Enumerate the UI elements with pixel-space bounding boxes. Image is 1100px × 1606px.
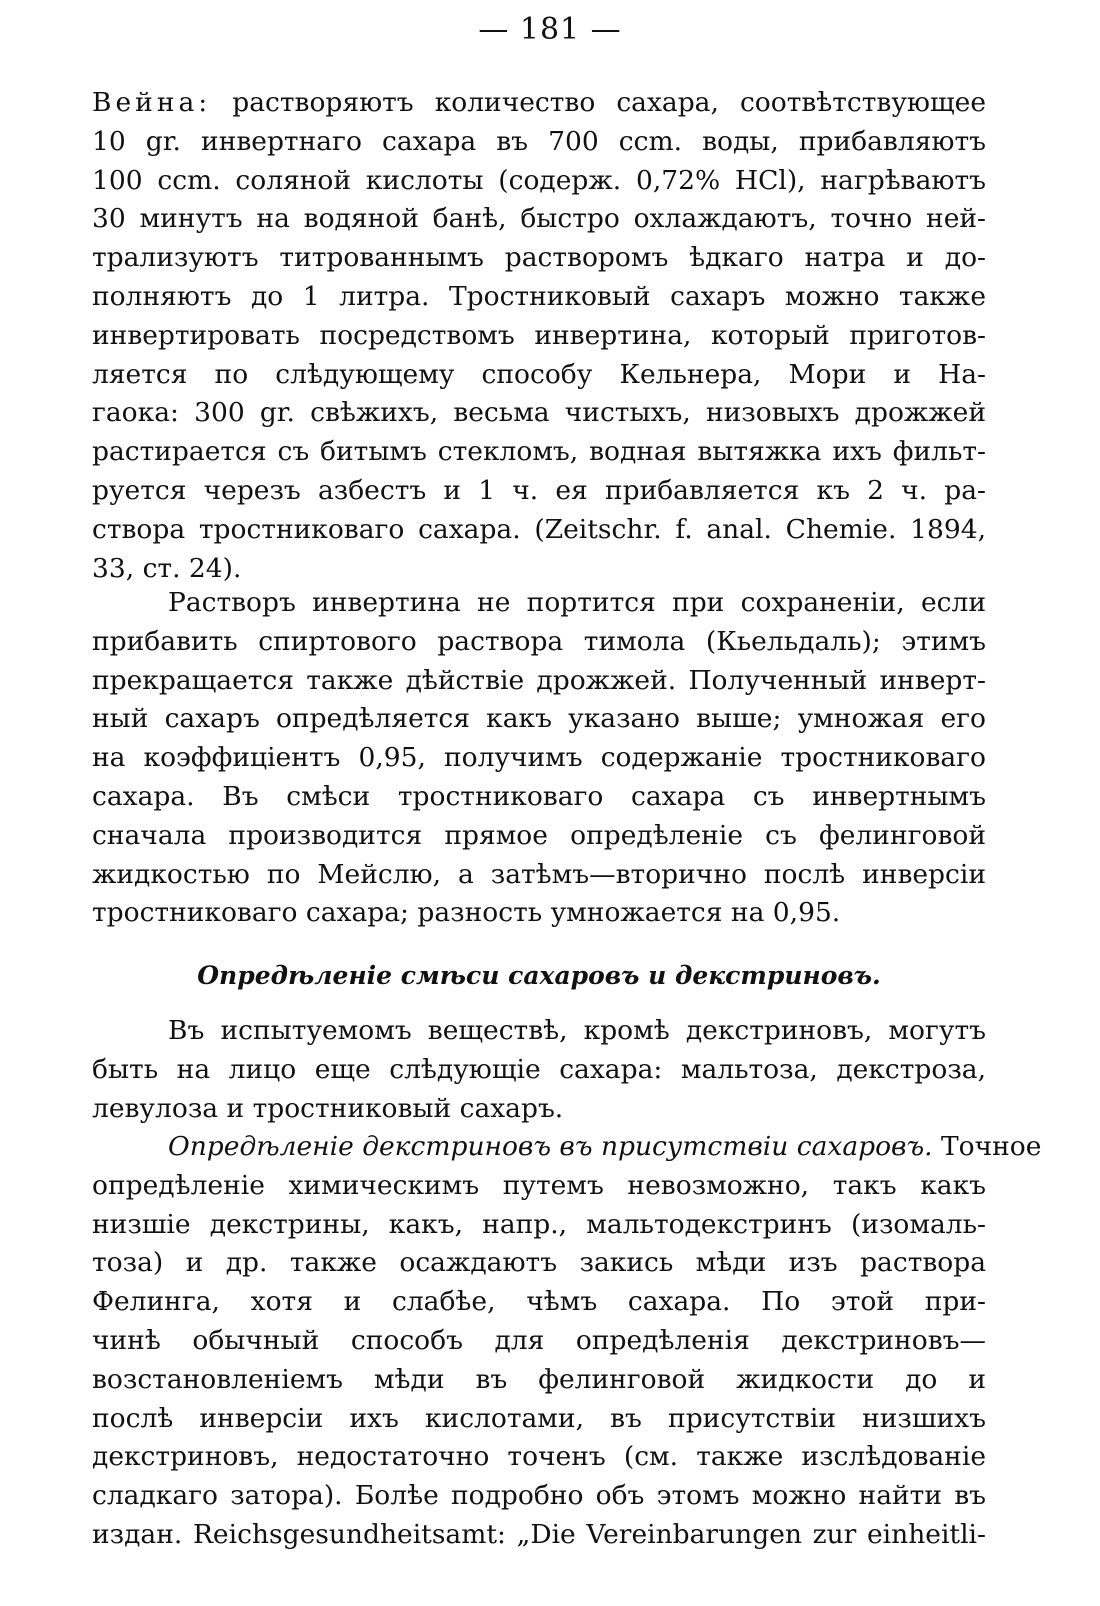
section-heading: Опредѣленіе смѣси сахаровъ и декстриновъ. bbox=[197, 961, 881, 990]
paragraph-dextrin-determination bbox=[92, 1128, 1042, 1555]
text-line: створа тростниковаго сахара. (Zeitschr. f. anal. Chemie. 1894, bbox=[92, 513, 986, 545]
text-line: Растворъ инвертина не портится при сохраненіи, если bbox=[168, 587, 986, 618]
subsection-title: Опредѣленіе декстриновъ въ присутствіи сахаровъ. bbox=[168, 1131, 933, 1162]
text-line: декстриновъ, недостаточно точенъ (см. также изслѣдованіе bbox=[92, 1441, 986, 1473]
text-line bbox=[92, 1128, 1042, 1167]
text-line: растирается съ битымъ стекломъ, водная вытяжка ихъ фильт- bbox=[92, 436, 986, 468]
text-line: послѣ инверсіи ихъ кислотами, въ присутствіи низшихъ bbox=[92, 1402, 986, 1434]
text-line: трализуютъ титрованнымъ растворомъ ѣдкаго натра и до- bbox=[92, 242, 986, 274]
text-line: жидкостью по Мейслю, а затѣмъ—вторично послѣ инверсіи bbox=[92, 858, 986, 890]
line-text: Точное bbox=[932, 1131, 1042, 1162]
text-line bbox=[92, 84, 986, 123]
text-line: ный сахаръ опредѣляется какъ указано выше; умножая его bbox=[92, 703, 986, 735]
text-line: ляется по слѣдующему способу Кельнера, Мори и На- bbox=[92, 358, 986, 390]
text-line: 30 минутъ на водяной банѣ, быстро охлаждаютъ, точно ней- bbox=[92, 203, 986, 235]
text-line: чинѣ обычный способъ для опредѣленія декстриновъ— bbox=[92, 1324, 986, 1356]
author-name-wein: Вейна: bbox=[92, 87, 212, 118]
text-line: 100 ccm. соляной кислоты (содерж. 0,72% HCl), нагрѣваютъ bbox=[92, 164, 986, 196]
paragraph-sugars-present bbox=[92, 1012, 986, 1128]
text-line: опредѣленіе химическимъ путемъ невозможно, такъ какъ bbox=[92, 1169, 986, 1201]
text-line: руется черезъ азбестъ и 1 ч. ея прибавляется къ 2 ч. ра- bbox=[92, 474, 986, 506]
text-line: сахара. Въ смѣси тростниковаго сахара съ инвертнымъ bbox=[92, 780, 986, 812]
text-line: левулоза и тростниковый сахаръ. bbox=[92, 1092, 564, 1124]
text-line: инвертировать посредствомъ инвертина, который приготов- bbox=[92, 319, 986, 351]
text-line: прибавить спиртового раствора тимола (Кьельдаль); этимъ bbox=[92, 625, 986, 657]
text-line: сначала производится прямое опредѣленіе съ фелинговой bbox=[92, 819, 986, 851]
text-line: издан. Reichsgesundheitsamt: „Die Vereinbarungen zur einheitli- bbox=[92, 1518, 986, 1550]
text-line: прекращается также дѣйствіе дрожжей. Полученный инверт- bbox=[92, 664, 986, 696]
text-line: Фелинга, хотя и слабѣе, чѣмъ сахара. По этой при- bbox=[92, 1286, 986, 1318]
paragraph-invertin-storage bbox=[92, 584, 986, 933]
text-line: 33, ст. 24). bbox=[92, 552, 242, 584]
paragraph-invertin-preparation bbox=[92, 84, 986, 588]
text-line: на коэффиціентъ 0,95, получимъ содержаніе тростниковаго bbox=[92, 742, 986, 774]
text-line: низшіе декстрины, какъ, напр., мальтодекстринъ (изомаль- bbox=[92, 1208, 986, 1240]
text-line: быть на лицо еще слѣдующіе сахара: мальтоза, декстроза, bbox=[92, 1053, 986, 1085]
text-line: тростниковаго сахара; разность умножается на 0,95. bbox=[92, 897, 841, 929]
text-line: Въ испытуемомъ веществѣ, кромѣ декстриновъ, могутъ bbox=[168, 1015, 986, 1046]
text-line: полняютъ до 1 литра. Тростниковый сахаръ можно также bbox=[92, 280, 986, 312]
text-line: сладкаго затора). Болѣе подробно объ этомъ можно найти въ bbox=[92, 1480, 986, 1512]
text-line: гаока: 300 gr. свѣжихъ, весьма чистыхъ, низовыхъ дрожжей bbox=[92, 397, 986, 429]
text-line: тоза) и др. также осаждаютъ закись мѣди изъ раствора bbox=[92, 1247, 986, 1279]
page-number: — 181 — bbox=[478, 12, 622, 47]
line-text: растворяютъ количество сахара, соотвѣтствующее bbox=[211, 87, 986, 118]
text-line: 10 gr. инвертнаго сахара въ 700 ccm. воды, прибавляютъ bbox=[92, 125, 986, 157]
text-line: возстановленіемъ мѣди въ фелинговой жидкости до и bbox=[92, 1363, 986, 1395]
